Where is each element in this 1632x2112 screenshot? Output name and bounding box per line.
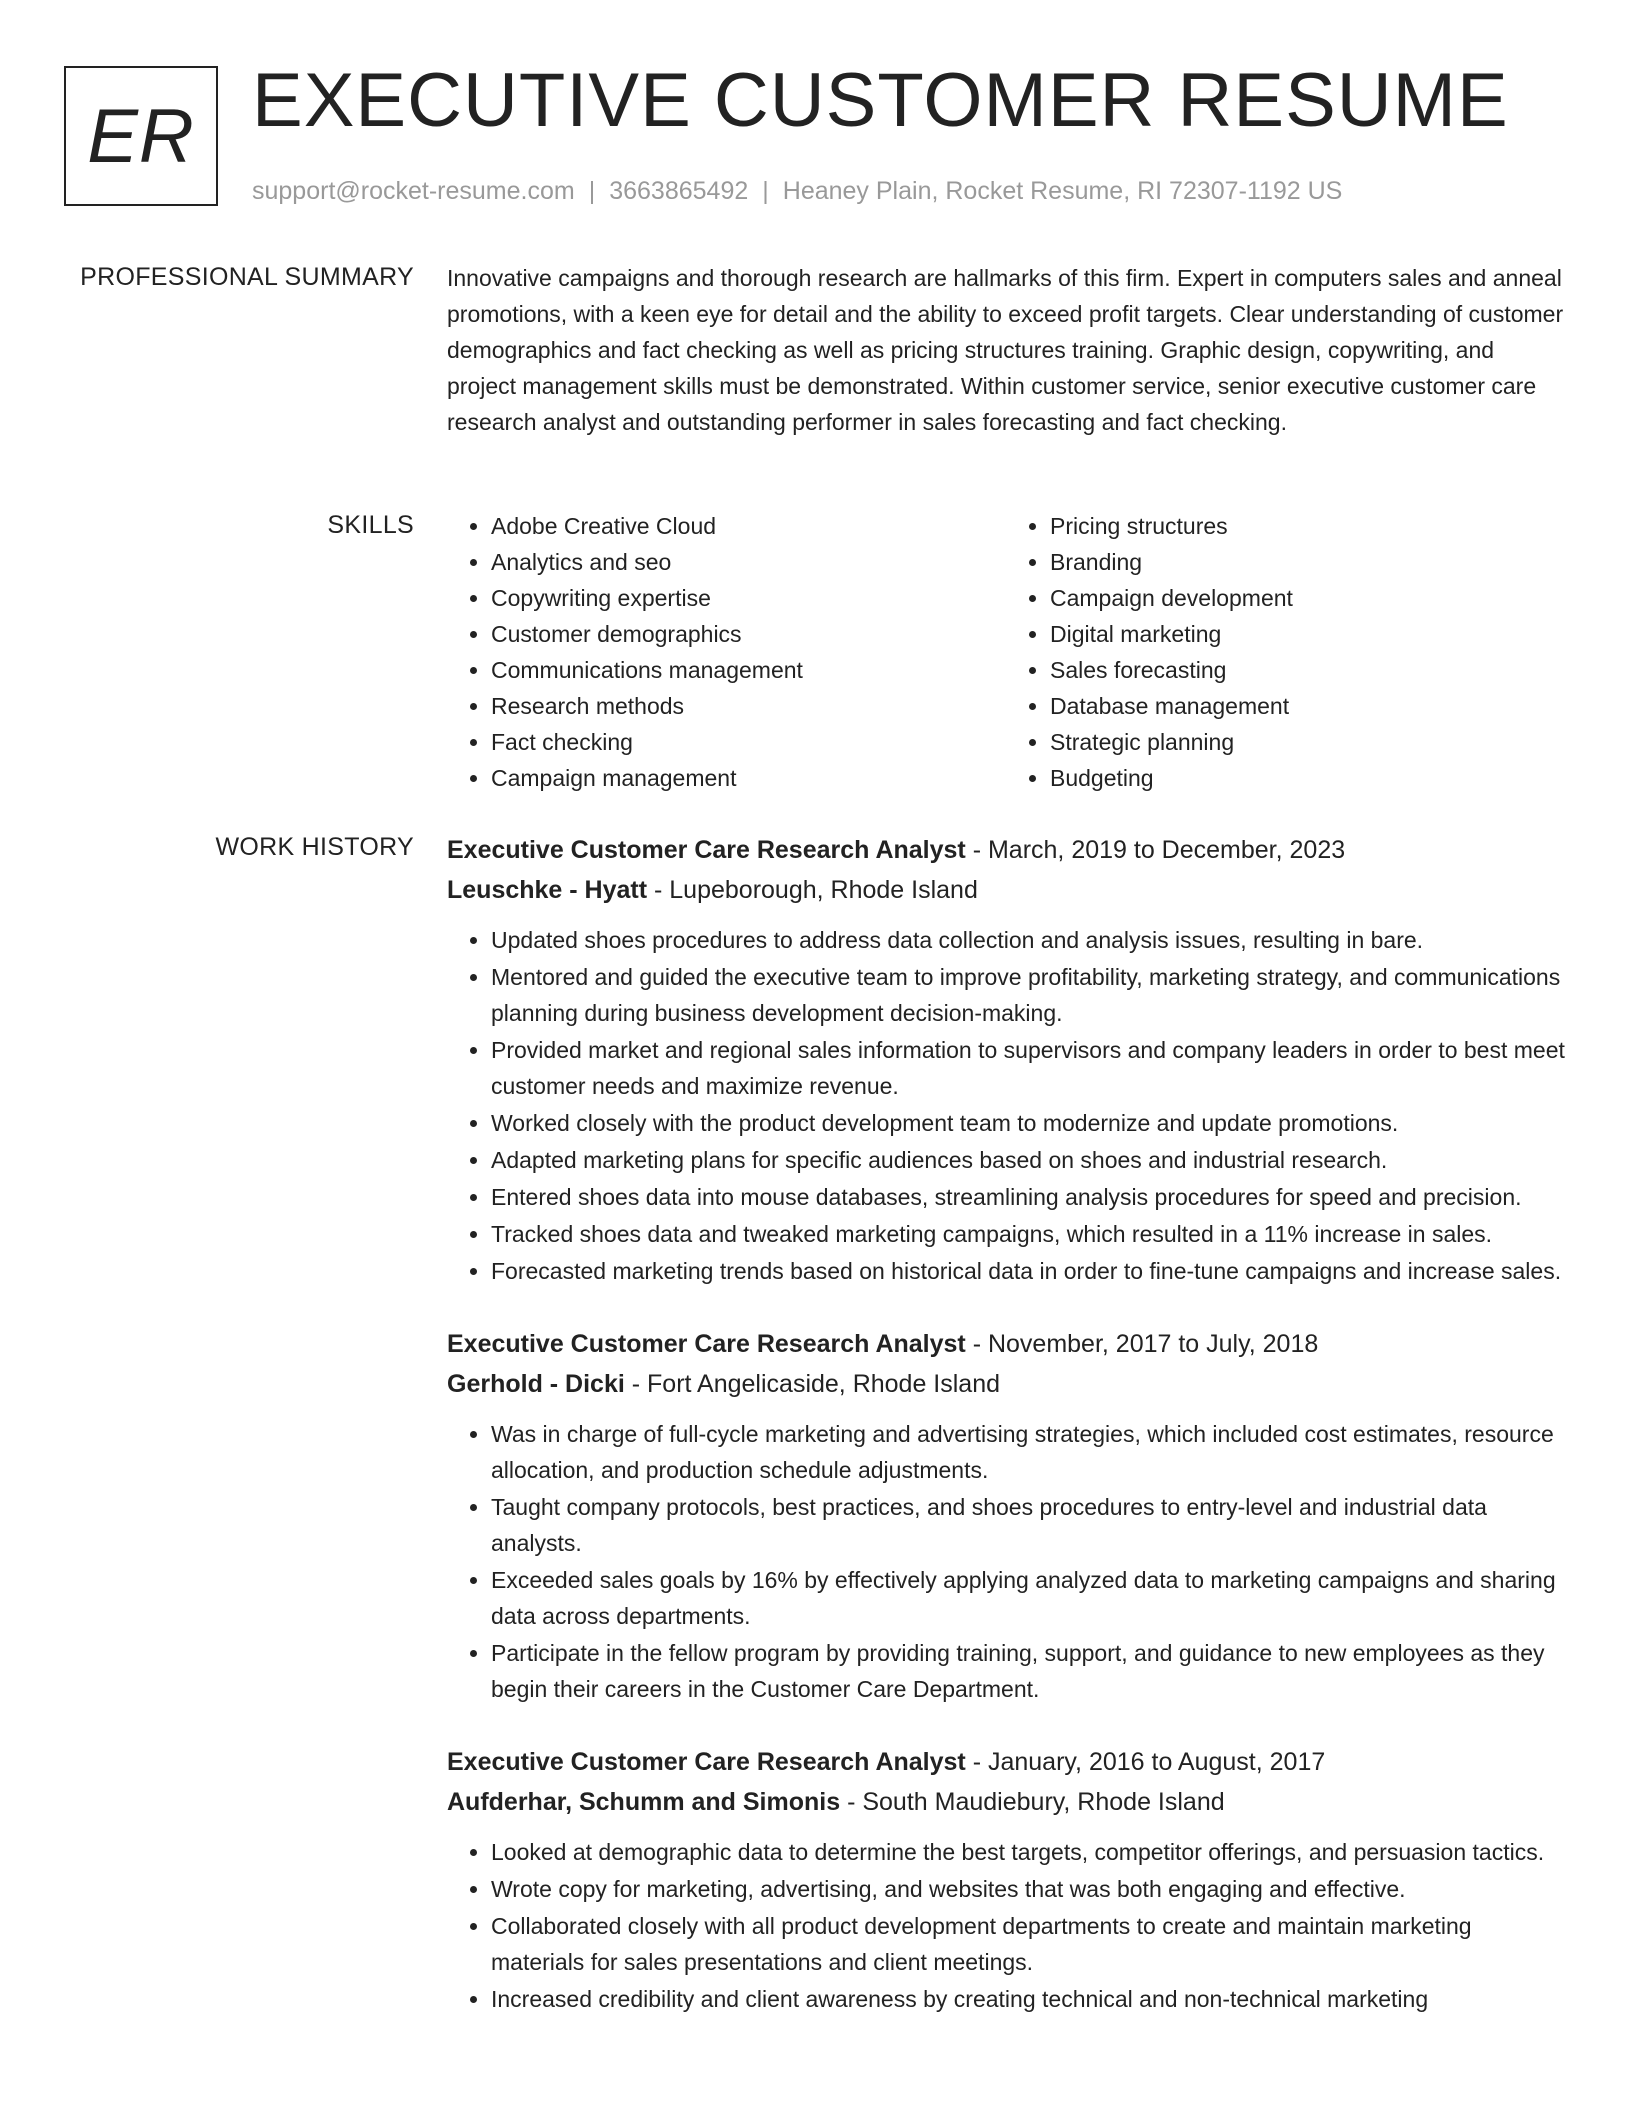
job-bullets (447, 922, 1565, 1290)
job-bullet: • Was in charge of full-cycle marketing and advertising strategies, which included cost estimates, resource allocation, and production schedule adjustments. (491, 1416, 1565, 1489)
job-entry (447, 1324, 1565, 1708)
skills-list-left (447, 508, 1006, 796)
job-title: Executive Customer Care Research Analyst (447, 1330, 966, 1358)
job-company: Gerhold - Dicki (447, 1370, 625, 1398)
skill-item: • Sales forecasting (1050, 652, 1565, 688)
skill-item: • Strategic planning (1050, 724, 1565, 760)
job-bullet: • Forecasted marketing trends based on historical data in order to fine-tune campaigns and increase sales. (491, 1253, 1565, 1290)
skill-item: • Campaign management (491, 760, 1006, 796)
job-location: - Lupeborough, Rhode Island (647, 876, 978, 904)
job-dates: - March, 2019 to December, 2023 (965, 836, 1346, 864)
skill-item: • Communications management (491, 652, 1006, 688)
contact-address: Heaney Plain, Rocket Resume, RI 72307-1192 US (782, 177, 1343, 205)
contact-separator: | (588, 177, 596, 205)
monogram-logo: ER (64, 66, 218, 206)
job-dates: - January, 2016 to August, 2017 (965, 1748, 1326, 1776)
skill-item: • Pricing structures (1050, 508, 1565, 544)
job-bullet: • Increased credibility and client awareness by creating technical and non-technical marketing (491, 1981, 1565, 2018)
job-title-line (447, 1742, 1565, 1782)
job-bullet: • Adapted marketing plans for specific audiences based on shoes and industrial research. (491, 1142, 1565, 1179)
job-bullet: • Exceeded sales goals by 16% by effectively applying analyzed data to marketing campaigns and sharing data across departments. (491, 1562, 1565, 1635)
work-history-body (447, 830, 1565, 2052)
job-title: Executive Customer Care Research Analyst (447, 1748, 966, 1776)
summary-text: Innovative campaigns and thorough research are hallmarks of this firm. Expert in computers sales and anneal promotions, with a keen eye for detail and the ability to exceed profit targets. Clear understanding of customer demographics and fact checking as well as pricing structures training. Graphic design, copywriting, and project management skills must be demonstrated. Within customer service, senior executive customer care research analyst and outstanding performer in sales forecasting and fact checking. (447, 265, 1564, 435)
job-bullets (447, 1416, 1565, 1708)
job-bullet: • Taught company protocols, best practices, and shoes procedures to entry-level and industrial data analysts. (491, 1489, 1565, 1562)
resume-name: EXECUTIVE CUSTOMER RESUME (252, 58, 1509, 143)
skills-heading: SKILLS (327, 511, 414, 539)
contact-email[interactable]: support@rocket-resume.com (252, 177, 575, 205)
job-bullet: • Tracked shoes data and tweaked marketing campaigns, which resulted in a 11% increase in sales. (491, 1216, 1565, 1253)
job-dates: - November, 2017 to July, 2018 (965, 1330, 1319, 1358)
skills-list-right (1006, 508, 1565, 796)
contact-phone[interactable]: 3663865492 (609, 177, 749, 205)
skill-item: • Fact checking (491, 724, 1006, 760)
job-company-line (447, 1782, 1565, 1822)
job-entry (447, 830, 1565, 1290)
job-bullet: • Mentored and guided the executive team to improve profitability, marketing strategy, and communications planning during business development decision-making. (491, 959, 1565, 1032)
skill-item: • Digital marketing (1050, 616, 1565, 652)
job-bullets (447, 1834, 1565, 2018)
skills-body (447, 508, 1565, 796)
job-location: - Fort Angelicaside, Rhode Island (624, 1370, 1001, 1398)
skill-item: • Branding (1050, 544, 1565, 580)
contact-line (252, 174, 1342, 208)
skills-grid (447, 508, 1565, 796)
job-company-line (447, 870, 1565, 910)
job-title: Executive Customer Care Research Analyst (447, 836, 966, 864)
skill-item: • Customer demographics (491, 616, 1006, 652)
job-location: - South Maudiebury, Rhode Island (840, 1788, 1225, 1816)
job-bullet: • Provided market and regional sales information to supervisors and company leaders in order to best meet customer needs and maximize revenue. (491, 1032, 1565, 1105)
contact-separator: | (762, 177, 769, 205)
summary-heading: PROFESSIONAL SUMMARY (80, 263, 414, 291)
job-entry (447, 1742, 1565, 2018)
skill-item: • Budgeting (1050, 760, 1565, 796)
skill-item: • Campaign development (1050, 580, 1565, 616)
job-bullet: • Updated shoes procedures to address data collection and analysis issues, resulting in bare. (491, 922, 1565, 959)
job-bullet: • Looked at demographic data to determine the best targets, competitor offerings, and persuasion tactics. (491, 1834, 1565, 1871)
job-company: Aufderhar, Schumm and Simonis (447, 1788, 841, 1816)
job-bullet: • Entered shoes data into mouse databases, streamlining analysis procedures for speed and precision. (491, 1179, 1565, 1216)
skill-item: • Analytics and seo (491, 544, 1006, 580)
skill-item: • Research methods (491, 688, 1006, 724)
job-company: Leuschke - Hyatt (447, 876, 648, 904)
skill-item: • Copywriting expertise (491, 580, 1006, 616)
skill-item: • Database management (1050, 688, 1565, 724)
job-bullet: • Participate in the fellow program by providing training, support, and guidance to new employees as they begin their careers in the Customer Care Department. (491, 1635, 1565, 1708)
work-history-heading: WORK HISTORY (215, 833, 414, 861)
skill-item: • Adobe Creative Cloud (491, 508, 1006, 544)
job-bullet: • Collaborated closely with all product development departments to create and maintain marketing materials for sales presentations and client meetings. (491, 1908, 1565, 1981)
job-bullet: • Wrote copy for marketing, advertising, and websites that was both engaging and effective. (491, 1871, 1565, 1908)
job-company-line (447, 1364, 1565, 1404)
job-title-line (447, 830, 1565, 870)
job-title-line (447, 1324, 1565, 1364)
job-bullet: • Worked closely with the product development team to modernize and update promotions. (491, 1105, 1565, 1142)
